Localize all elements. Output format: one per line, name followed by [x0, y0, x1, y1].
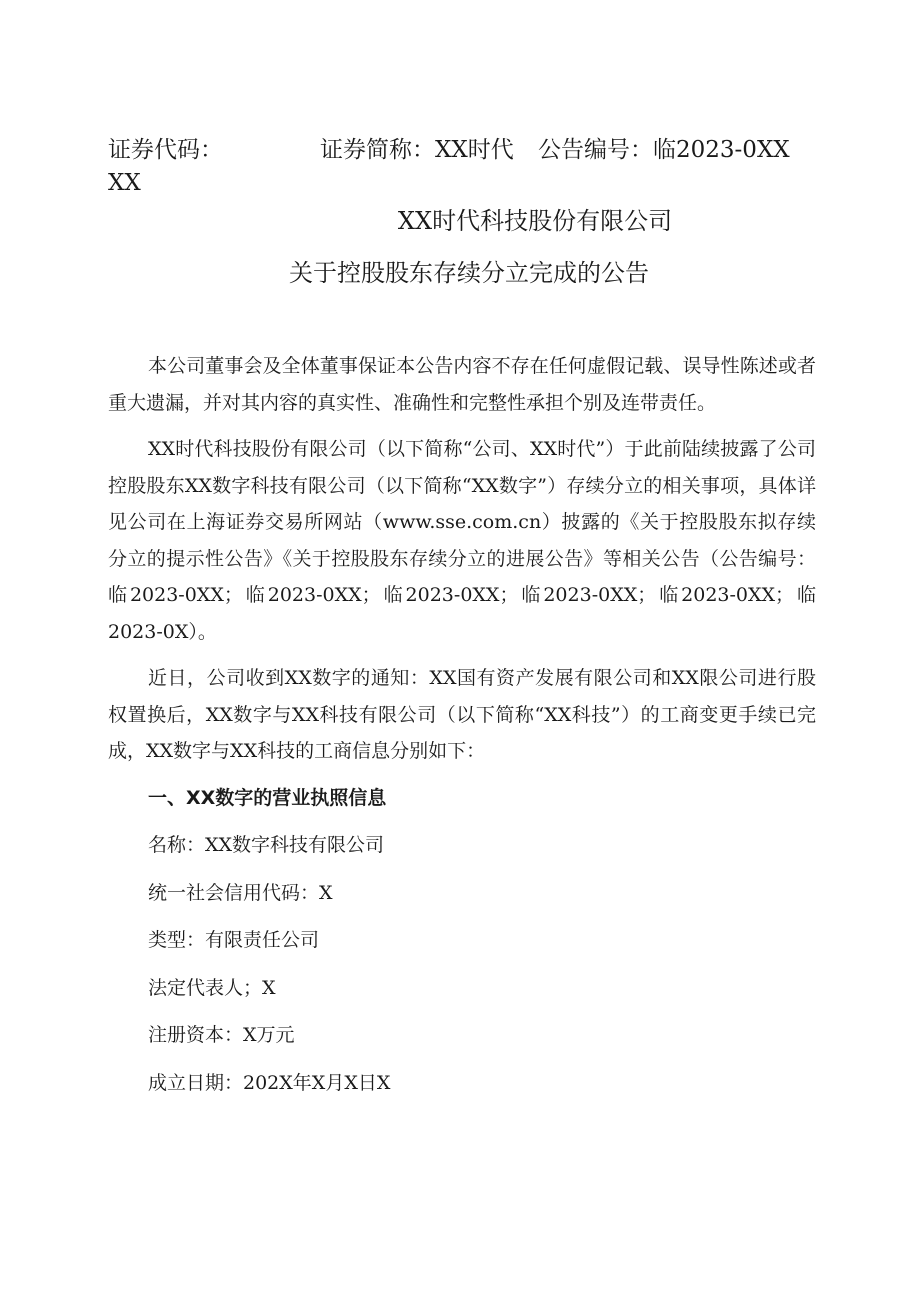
notice-number: 公告编号：临2023-0XX	[538, 137, 790, 163]
field-type: 类型：有限责任公司	[148, 929, 320, 951]
announcement-body	[108, 348, 816, 1112]
notice-number-continued: XX	[108, 170, 141, 196]
company-title: XX时代科技股份有限公司	[397, 207, 673, 235]
field-registered-capital: 注册资本：X万元	[148, 1024, 295, 1046]
field-credit-code: 统一社会信用代码：X	[148, 881, 333, 904]
field-establishment-date: 成立日期：202X年X月X日X	[148, 1071, 391, 1094]
background-paragraph: XX时代科技股份有限公司（以下简称“公司、XX时代”）于此前陆续披露了公司控股股东XX数字科技有限公司（以下简称“XX数字”）存续分立的相关事项，具体详见公司在上海证券交易所网站（www.sse.com.cn）披露的《关于控股股东拟存续分立的提示性公告》《关于控股股东存续分立的进展公告》等相关公告（公告编号：临2023-0XX；临2023-0XX；临2023-0XX；临2023-0XX；临2023-0XX；临2023-0X）。	[108, 438, 816, 643]
securities-abbreviation: 证券简称：XX时代	[320, 137, 514, 163]
field-name: 名称：XX数字科技有限公司	[148, 834, 385, 856]
field-legal-representative: 法定代表人；X	[148, 976, 276, 999]
notification-paragraph: 近日，公司收到XX数字的通知：XX国有资产发展有限公司和XX限公司进行股权置换后，XX数字与XX科技有限公司（以下简称“XX科技”）的工商变更手续已完成，XX数字与XX科技的工商信息分别如下：	[108, 667, 816, 762]
announcement-title: 关于控股股东存续分立完成的公告	[289, 259, 649, 287]
securities-header	[108, 133, 818, 167]
securities-code-label: 证券代码：	[108, 137, 223, 163]
board-statement-paragraph: 本公司董事会及全体董事保证本公告内容不存在任何虚假记载、误导性陈述或者重大遗漏，并对其内容的真实性、准确性和完整性承担个别及连带责任。	[108, 355, 816, 414]
section-heading: 一、XX数字的营业执照信息	[148, 786, 387, 809]
